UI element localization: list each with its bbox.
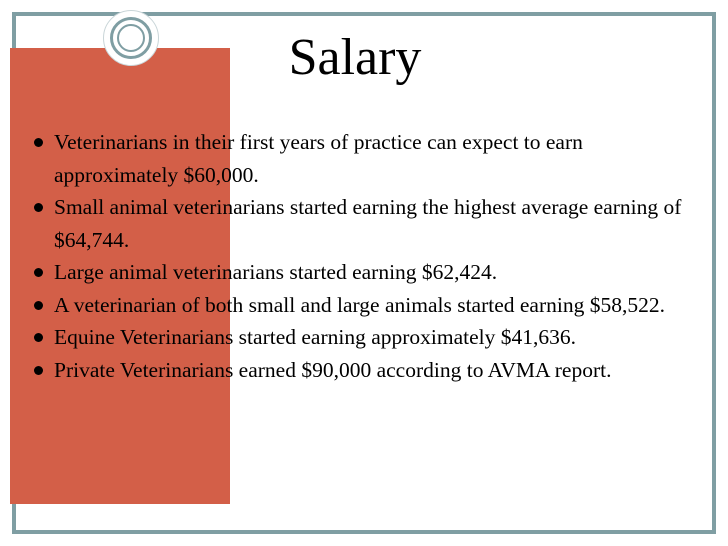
bullet-text: Large animal veterinarians started earning $62,424. [54, 260, 498, 284]
bullet-item [34, 256, 704, 289]
bullet-item [34, 354, 704, 387]
bullet-dot-icon [34, 301, 43, 310]
bullet-text: Veterinarians in their first years of practice can expect to earn approximately $60,000. [54, 130, 583, 187]
bullet-dot-icon [34, 366, 43, 375]
bullet-dot-icon [34, 138, 43, 147]
bullet-item [34, 289, 704, 322]
bullet-text: Private Veterinarians earned $90,000 according to AVMA report. [54, 357, 612, 382]
bullet-dot-icon [34, 268, 43, 277]
ornament-inner-ring [117, 24, 145, 52]
bullet-item [34, 321, 704, 354]
slide-title: Salary [288, 29, 422, 86]
bullet-text: A veterinarian of both small and large animals started earning $58,522. [54, 292, 665, 317]
concentric-circles-icon [103, 10, 159, 66]
bullet-text: Equine Veterinarians started earning approximately $41,636. [54, 325, 577, 349]
bullet-item [34, 191, 704, 256]
bullet-dot-icon [34, 203, 43, 212]
bullet-list [34, 126, 704, 386]
bullet-text: Small animal veterinarians started earning the highest average earning of $64,744. [54, 195, 682, 252]
bullet-item [34, 126, 704, 191]
bullet-dot-icon [34, 333, 43, 342]
